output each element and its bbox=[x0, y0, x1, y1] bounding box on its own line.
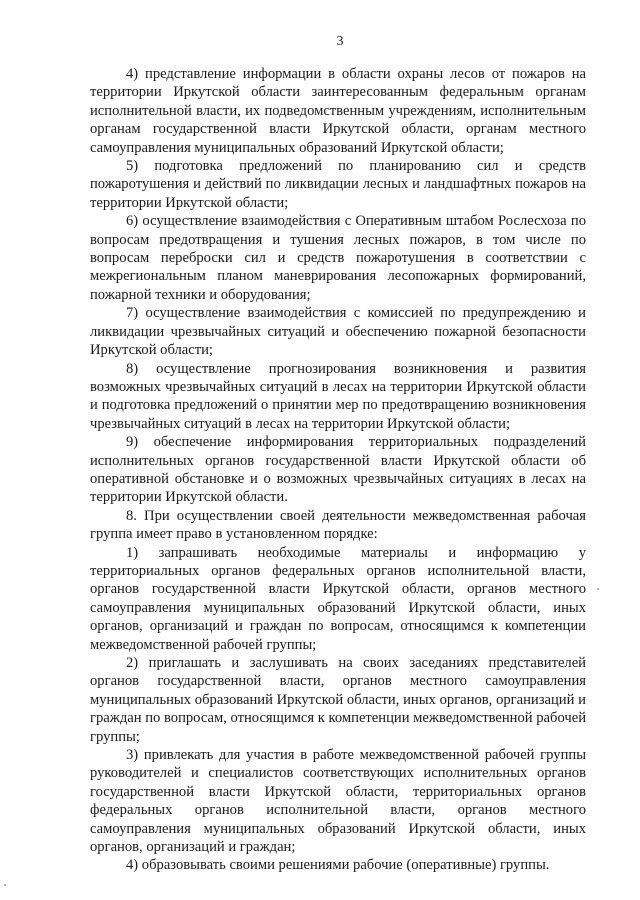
paragraph-right-3-involve: 3) привлекать для участия в работе межведомственной рабочей группы руководителей и специалистов соответствующих исполнительных органов государственной власти Иркутской области, территориальных органов федеральных органов исполнительной власти, органов местного самоуправления муниципальных образований Иркутской области, иных органов, организаций и граждан; bbox=[90, 747, 586, 856]
page-number: 3 bbox=[336, 34, 344, 49]
document-body bbox=[90, 65, 586, 875]
paragraph-right-4-groups: 4) образовывать своими решениями рабочие (оперативные) группы. bbox=[126, 857, 550, 874]
paragraph-item-5-planning: 5) подготовка предложений по планированию сил и средств пожаротушения и действий по ликвидации лесных и ландшафтных пожаров на территории Иркутской области; bbox=[90, 158, 586, 211]
paragraph-item-8-forecasting: 8) осуществление прогнозирования возникновения и развития возможных чрезвычайных ситуаций в лесах на территории Иркутской области и подготовка предложений о принятии мер по предотвращению возникновения чрезвычайных ситуаций в лесах на территории Иркутской области; bbox=[90, 360, 586, 432]
paragraph-section-8-rights: 8. При осуществлении своей деятельности межведомственная рабочая группа имеет право в установленном порядке: bbox=[90, 507, 586, 543]
paragraph-right-2-invite: 2) приглашать и заслушивать на своих заседаниях представителей органов государственной власти, органов местного самоуправления муниципальных образований Иркутской области, иных органов, организаций и граждан по вопросам, относящимся к компетенции межведомственной рабочей группы; bbox=[90, 655, 586, 745]
paragraph-right-1-request: 1) запрашивать необходимые материалы и информацию у территориальных органов федеральных органов исполнительной власти, органов государственной власти Иркутской области, органов местного самоуправления муниципальных образований Иркутской области, иных органов, организаций и граждан по вопросам, относящимся к компетенции межведомственной рабочей группы; bbox=[90, 544, 586, 653]
scan-speck bbox=[597, 588, 599, 590]
paragraph-item-9-informing: 9) обеспечение информирования территориальных подразделений исполнительных органов государственной власти Иркутской области об оперативной обстановке и о возможных чрезвычайных ситуациях в лесах на территории Иркутской области. bbox=[90, 434, 586, 506]
paragraph-item-7-commission: 7) осуществление взаимодействия с комиссией по предупреждению и ликвидации чрезвычайных ситуаций и обеспечению пожарной безопасности Иркутской области; bbox=[90, 305, 586, 359]
scan-speck bbox=[4, 884, 6, 886]
paragraph-item-6-rosleskhoz: 6) осуществление взаимодействия с Оперативным штабом Рослесхоза по вопросам предотвращения и тушения лесных пожаров, в том числе по вопросам переброски сил и средств пожаротушения в соответствии с межрегиональным планом маневрирования лесопожарных формирований, пожарной техники и оборудования; bbox=[90, 213, 586, 303]
paragraph-item-4-fire-info: 4) представление информации в области охраны лесов от пожаров на территории Иркутской области заинтересованным федеральным органам исполнительной власти, их подведомственным учреждениям, исполнительным органам государственной власти Иркутской области, органам местного самоуправления муниципальных образований Иркутской области; bbox=[90, 66, 586, 156]
